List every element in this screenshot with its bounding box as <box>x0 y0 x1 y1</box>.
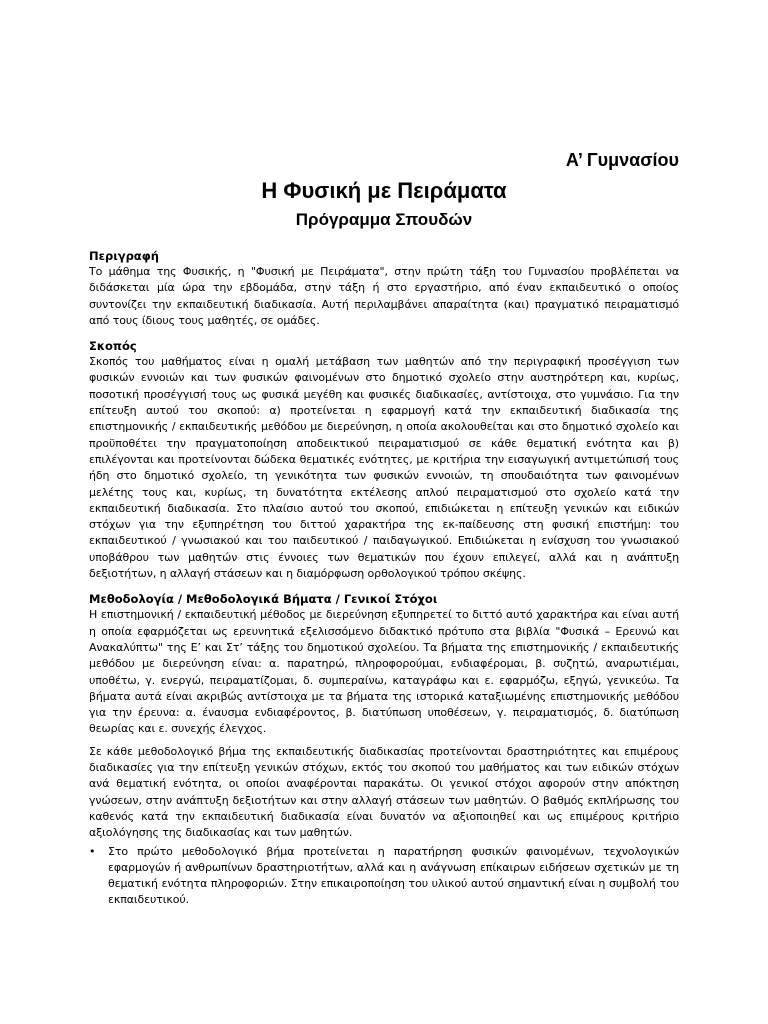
section-heading-methodology: Μεθοδολογία / Μεθοδολογικά Βήματα / Γενικοί Στόχοι <box>89 592 438 607</box>
section-heading-description: Περιγραφή <box>89 249 159 263</box>
section-purpose <box>89 338 679 582</box>
description-paragraph: Το μάθημα της Φυσικής, η "Φυσική με Πειράματα", στην πρώτη τάξη του Γυμνασίου προβλέπεται να διδάσκεται μία ώρα την εβδομάδα, στην τάξη ή στο εργαστήριο, από έναν εκπαιδευτικό ο οποίος συντονίζει την εκπαιδευτική διαδικασία. Αυτή περιλαμβάνει απαραίτητα (και) πραγματικό πειραματισμό από τους ίδιους τους μαθητές, σε ομάδες. <box>89 265 679 327</box>
methodology-bullet-list <box>89 844 679 909</box>
methodology-paragraph-1: Η επιστημονική / εκπαιδευτική μέθοδος με διερεύνηση εξυπηρετεί το διττό αυτό χαρακτήρα και είναι αυτή η οποία εφαρμόζεται ως ερευνητικά εξελισσόμενο διδακτικό πρότυπο στα βιβλία "Φυσικά – Ερευνώ και Ανακαλύπτω" της Ε’ και Στ’ τάξης του δημοτικού σχολείου. Τα βήματα της επιστημονικής / εκπαιδευτικής μεθόδου με διερεύνηση είναι: α. παρατηρώ, πληροφορούμαι, ενδιαφέρομαι, β. συζητώ, αναρωτιέμαι, υποθέτω, γ. ενεργώ, πειραματίζομαι, δ. συμπεραίνω, καταγράφω και ε. εφαρμόζω, εξηγώ, γενικεύω. Τα βήματα αυτά είναι ακριβώς αντίστοιχα με τα βήματα της ιστορικά καταξιωμένης επιστημονικής μεθόδου για την έρευνα: α. έναυσμα ενδιαφέροντος, β. διατύπωση υποθέσεων, γ. πειραματισμός, δ. διατύπωση θεωρίας και ε. συνεχής έλεγχος. <box>89 608 679 736</box>
document-page <box>89 150 679 909</box>
bullet-text: Στο πρώτο μεθοδολογικό βήμα προτείνεται η παρατήρηση φυσικών φαινομένων, τεχνολογικών εφαρμογών ή ανθρωπίνων δραστηριοτήτων, αλλά και η ανάγνωση επίκαιρων ειδήσεων σχετικών με τη θεματική ενότητα πληροφοριών. Στην επικαιροποίηση του υλικού αυτού σημαντική είναι η συμβολή του εκπαιδευτικού. <box>108 844 679 907</box>
purpose-paragraph: Σκοπός του μαθήματος είναι η ομαλή μετάβαση των μαθητών από την περιγραφική προσέγγιση των φυσικών εννοιών και των φυσικών φαινομένων στο δημοτικό σχολείο στην αυστηρότερη και, κυρίως, ποσοτική προσέγγισή τους ως φυσικά μεγέθη και φυσικές διαδικασίες, αντίστοιχα, στο γυμνάσιο. Για την επίτευξη αυτού του σκοπού: α) προτείνεται η εφαρμογή κατά την εκπαιδευτική διαδικασία της επιστημονικής / εκπαιδευτικής μεθόδου με διερεύνηση, η οποία ακολουθείται και στο δημοτικό σχολείο και προϋποθέτει την πραγματοποίηση αποδεικτικού πειραματισμού σε κάθε θεματική ενότητα και β) επιλέγονται και προτείνονται δώδεκα θεματικές ενότητες, με κριτήρια την εισαγωγική αντιμετώπισή τους ήδη στο δημοτικό σχολείο, τη γενικότητα των φυσικών εννοιών, τη σπουδαιότητα των φαινομένων μελέτης τους και, κυρίως, τη δυνατότητα εκτέλεσης απλού πειραματισμού στο σχολείο κατά την εκπαιδευτική διαδικασία. Στο πλαίσιο αυτού του σκοπού, επιδιώκεται η επίτευξη γενικών και ειδικών στόχων για την εξυπηρέτηση του διττού χαρακτήρα της εκ-παίδευσης στη φυσική επιστήμη: του εκπαιδευτικού / γνωσιακού και του παιδευτικού / παιδαγωγικού. Επιδιώκεται η ενίσχυση του γνωσιακού υποβάθρου των μαθητών στις έννοιες των θεματικών που έχουν επιλεγεί, αλλά και η ανάπτυξη δεξιοτήτων, η αλλαγή στάσεων και η διαμόρφωση ορθολογικού τρόπου σκέψης. <box>89 355 679 581</box>
grade-label: Α’ Γυμνασίου <box>565 150 679 170</box>
document-subtitle: Πρόγραμμα Σπουδών <box>295 210 473 229</box>
methodology-paragraph-2: Σε κάθε μεθοδολογικό βήμα της εκπαιδευτικής διαδικασίας προτείνονται δραστηριότητες και επιμέρους διαδικασίες για την επίτευξη γενικών στόχων, εκτός του σκοπού του μαθήματος και των ειδικών στόχων ανά θεματική ενότητα, οι οποίοι αναφέρονται παρακάτω. Οι γενικοί στόχοι αφορούν στην απόκτηση γνώσεων, στην ανάπτυξη δεξιοτήτων και στην αλλαγή στάσεων των μαθητών. Ο βαθμός εκπλήρωσης του καθενός κατά την εκπαιδευτική διαδικασία είναι δυνατόν να αξιοποιηθεί και ως επιμέρους κριτήριο αξιολόγησης της διαδικασίας και των μαθητών. <box>89 744 679 840</box>
section-description <box>89 248 679 329</box>
bullet-icon: • <box>89 844 96 858</box>
section-methodology <box>89 591 679 908</box>
list-item <box>89 844 679 909</box>
section-heading-purpose: Σκοπός <box>89 339 137 354</box>
document-title: Η Φυσική με Πειράματα <box>261 178 507 203</box>
